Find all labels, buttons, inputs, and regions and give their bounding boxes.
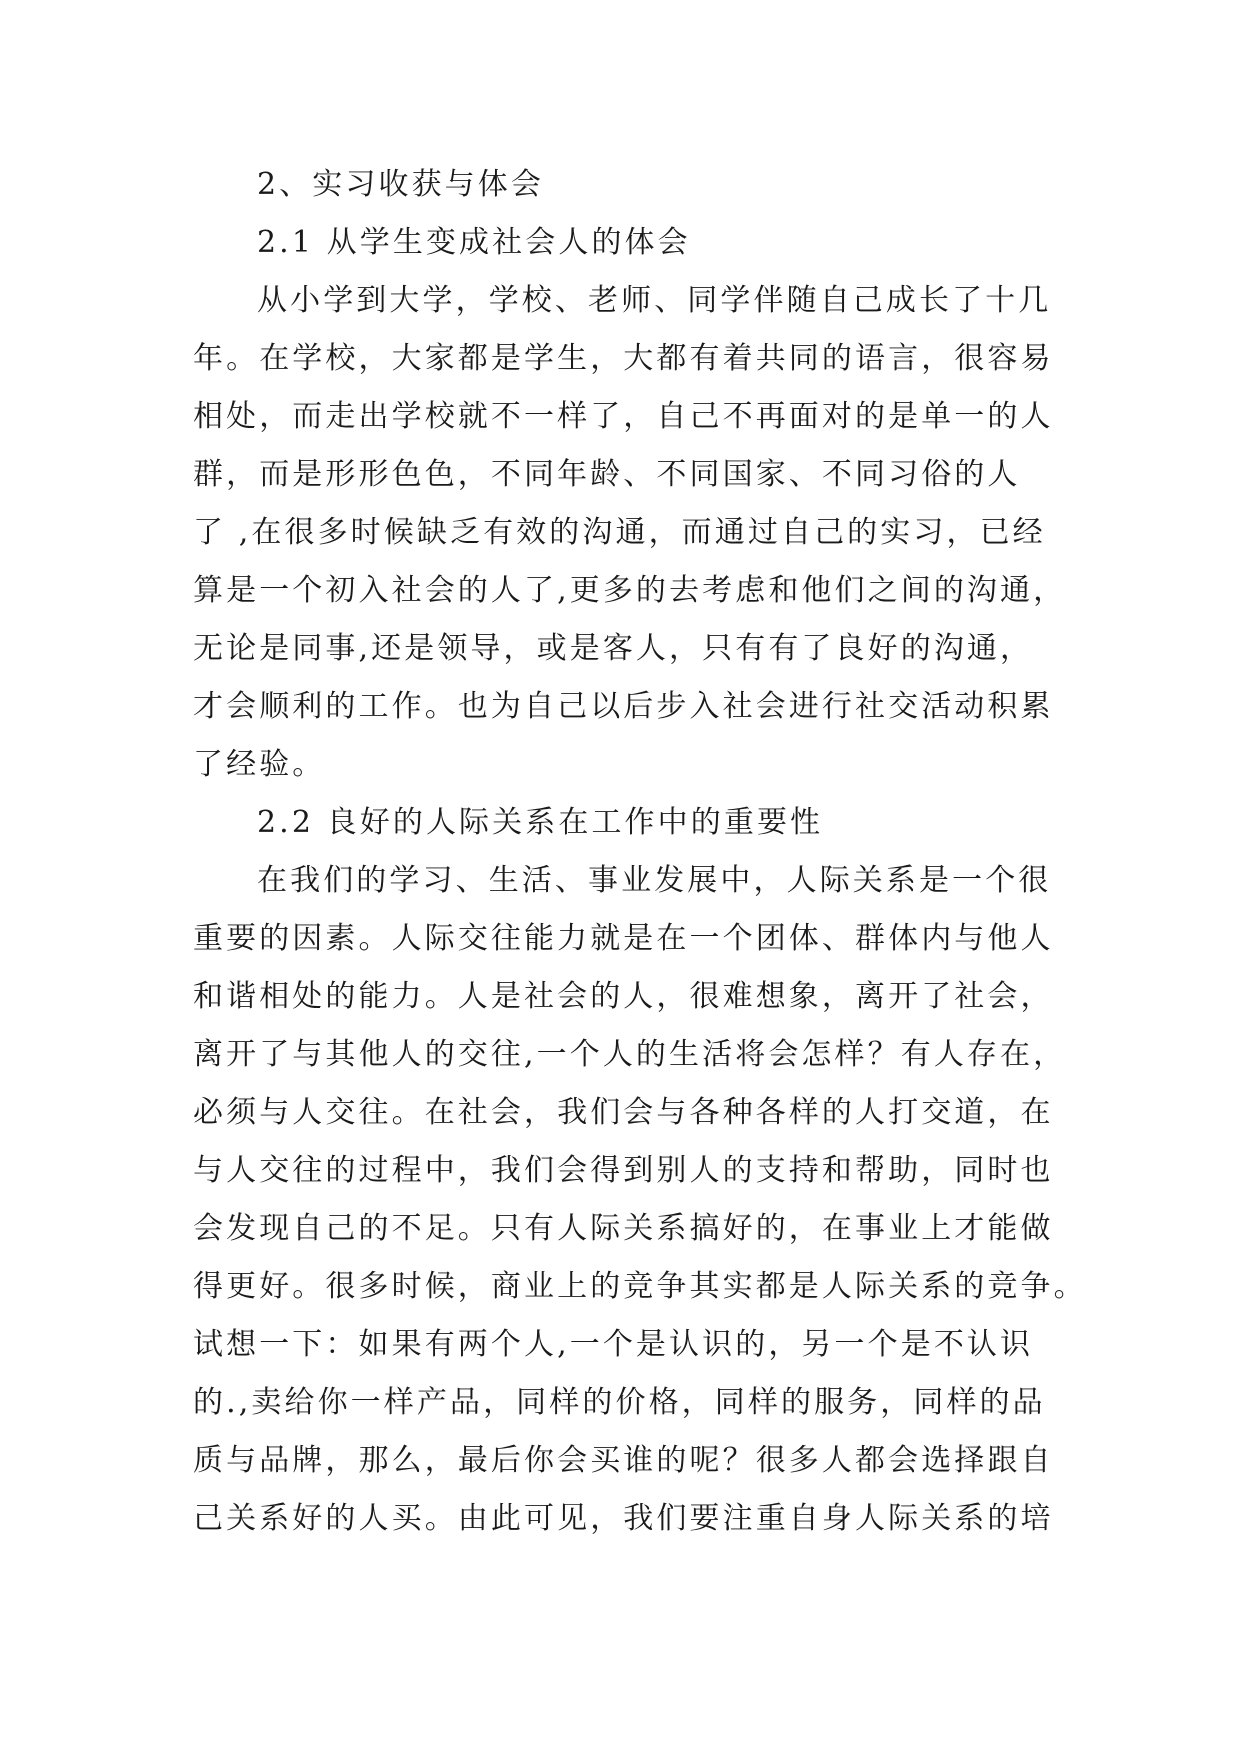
section-2-1-paragraph — [193, 272, 1073, 794]
paragraph-line: 与人交往的过程中，我们会得到别人的支持和帮助，同时也 — [193, 1153, 1054, 1188]
section-heading-main: 2、实习收获与体会 — [257, 167, 544, 202]
paragraph-line: 算是一个初入社会的人了,更多的去考虑和他们之间的沟通， — [193, 573, 1067, 608]
paragraph-line: 了经验。 — [193, 747, 326, 782]
section-2-2-paragraph — [193, 852, 1087, 1548]
paragraph-line: 年。在学校，大家都是学生，大都有着共同的语言，很容易 — [193, 341, 1054, 376]
paragraph-line: 了 ,在很多时候缺乏有效的沟通，而通过自己的实习，已经 — [193, 515, 1046, 550]
paragraph-line: 才会顺利的工作。也为自己以后步入社会进行社交活动积累 — [193, 689, 1054, 724]
paragraph-line: 会发现自己的不足。只有人际关系搞好的，在事业上才能做 — [193, 1211, 1054, 1246]
paragraph-line: 重要的因素。人际交往能力就是在一个团体、群体内与他人 — [193, 921, 1054, 956]
paragraph-line: 得更好。很多时候，商业上的竞争其实都是人际关系的竞争。 — [193, 1269, 1087, 1304]
paragraph-line: 离开了与其他人的交往,一个人的生活将会怎样？有人存在， — [193, 1037, 1067, 1072]
paragraph-line: 相处，而走出学校就不一样了，自己不再面对的是单一的人 — [193, 399, 1054, 434]
paragraph-line: 从小学到大学，学校、老师、同学伴随自己成长了十几 — [257, 283, 1052, 318]
paragraph-line: 己关系好的人买。由此可见，我们要注重自身人际关系的培 — [193, 1501, 1054, 1536]
paragraph-line: 必须与人交往。在社会，我们会与各种各样的人打交道，在 — [193, 1095, 1054, 1130]
paragraph-line: 和谐相处的能力。人是社会的人，很难想象，离开了社会， — [193, 979, 1054, 1014]
paragraph-line: 在我们的学习、生活、事业发展中，人际关系是一个很 — [257, 863, 1052, 898]
section-heading-2-2: 2.2 良好的人际关系在工作中的重要性 — [257, 805, 824, 840]
paragraph-line: 的.,卖给你一样产品，同样的价格，同样的服务，同样的品 — [193, 1385, 1046, 1420]
paragraph-line: 试想一下：如果有两个人,一个是认识的，另一个是不认识 — [193, 1327, 1034, 1362]
section-heading-2-1: 2.1 从学生变成社会人的体会 — [257, 225, 691, 260]
paragraph-line: 无论是同事,还是领导，或是客人，只有有了良好的沟通， — [193, 631, 1034, 666]
document-body — [193, 156, 1087, 1548]
paragraph-line: 质与品牌，那么，最后你会买谁的呢？很多人都会选择跟自 — [193, 1443, 1054, 1478]
paragraph-line: 群，而是形形色色，不同年龄、不同国家、不同习俗的人 — [193, 457, 1021, 492]
